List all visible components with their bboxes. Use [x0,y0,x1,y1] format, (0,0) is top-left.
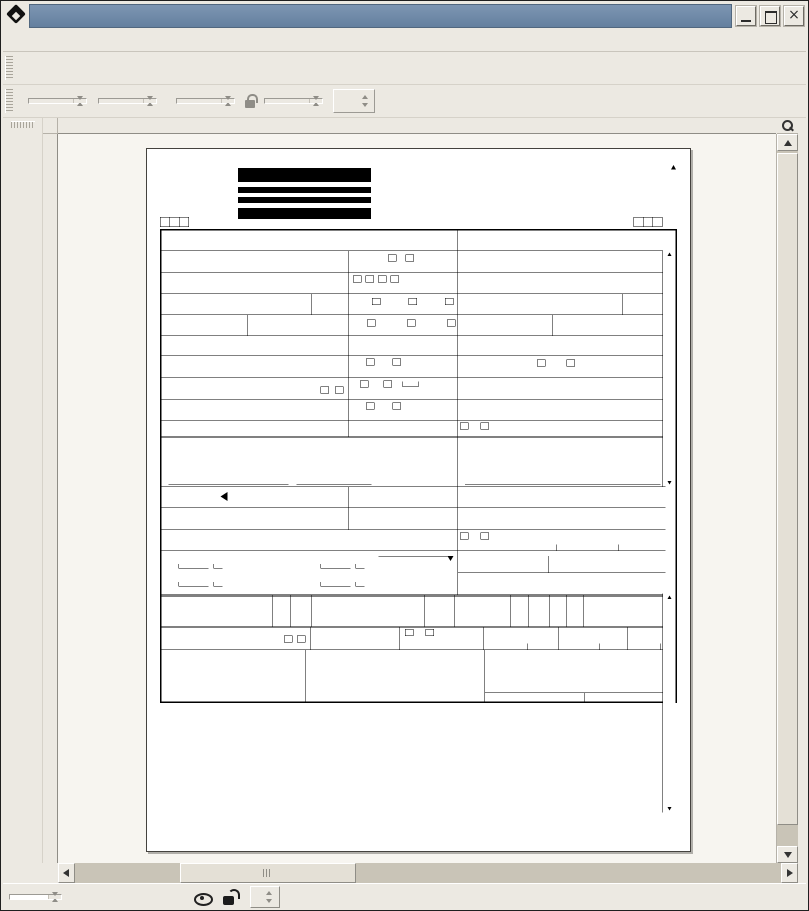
scroll-left-button[interactable] [58,863,75,883]
inkscape-logo-icon [3,4,29,28]
horizontal-ruler[interactable] [58,118,776,134]
w-spinner[interactable] [221,99,234,103]
y-input[interactable] [99,99,143,103]
w-field-group [173,98,235,104]
dropdown-arrows-icon [360,94,370,108]
zoom-input[interactable] [10,895,48,899]
horizontal-scroll-thumb[interactable] [180,863,356,883]
w-input[interactable] [177,99,221,103]
layer-lock-icon[interactable] [220,887,238,907]
vertical-ruler[interactable] [43,134,58,863]
alignment-bars [238,168,371,219]
close-button[interactable] [784,6,804,26]
x-field-group [25,98,87,104]
menu-bar [3,29,806,52]
layer-dropdown[interactable] [250,886,280,908]
patient-insured-strip [663,251,676,487]
minimize-button[interactable] [736,6,756,26]
ruler-corner [43,118,58,134]
layer-visibility-icon[interactable] [192,887,212,907]
physician-supplier-strip [663,594,676,813]
dropdown-arrows-icon [264,890,274,904]
x-spinner[interactable] [73,99,86,103]
x-input[interactable] [29,99,73,103]
zoom-field-group [9,894,62,900]
maximize-button[interactable] [760,6,780,26]
vertical-scrollbar[interactable] [777,134,798,863]
document-page[interactable] [146,148,691,852]
h-field-group [261,98,323,104]
unit-dropdown[interactable] [333,89,375,113]
tool-box [3,118,43,863]
h-spinner[interactable] [309,99,322,103]
y-field-group [95,98,157,104]
horizontal-scrollbar[interactable] [58,863,798,883]
canvas[interactable] [58,134,777,863]
window-title [29,4,732,28]
title-bar[interactable] [3,3,806,29]
zoom-spinner[interactable] [48,895,61,899]
y-spinner[interactable] [143,99,156,103]
status-bar [3,883,806,909]
toolbox-grip[interactable] [11,121,35,128]
h-input[interactable] [265,99,309,103]
scroll-right-button[interactable] [781,863,798,883]
toolbar-select-options [3,85,806,118]
hcfa-form [160,165,677,851]
lock-ratio-icon[interactable] [241,91,259,111]
zoom-corner-button[interactable] [777,118,798,134]
toolbar-grip[interactable] [5,56,13,80]
scroll-down-button[interactable] [777,846,798,863]
toolbar-main [3,52,806,85]
scroll-up-button[interactable] [777,134,798,151]
vertical-scroll-thumb[interactable] [777,153,798,825]
toolbar-grip[interactable] [5,89,13,113]
